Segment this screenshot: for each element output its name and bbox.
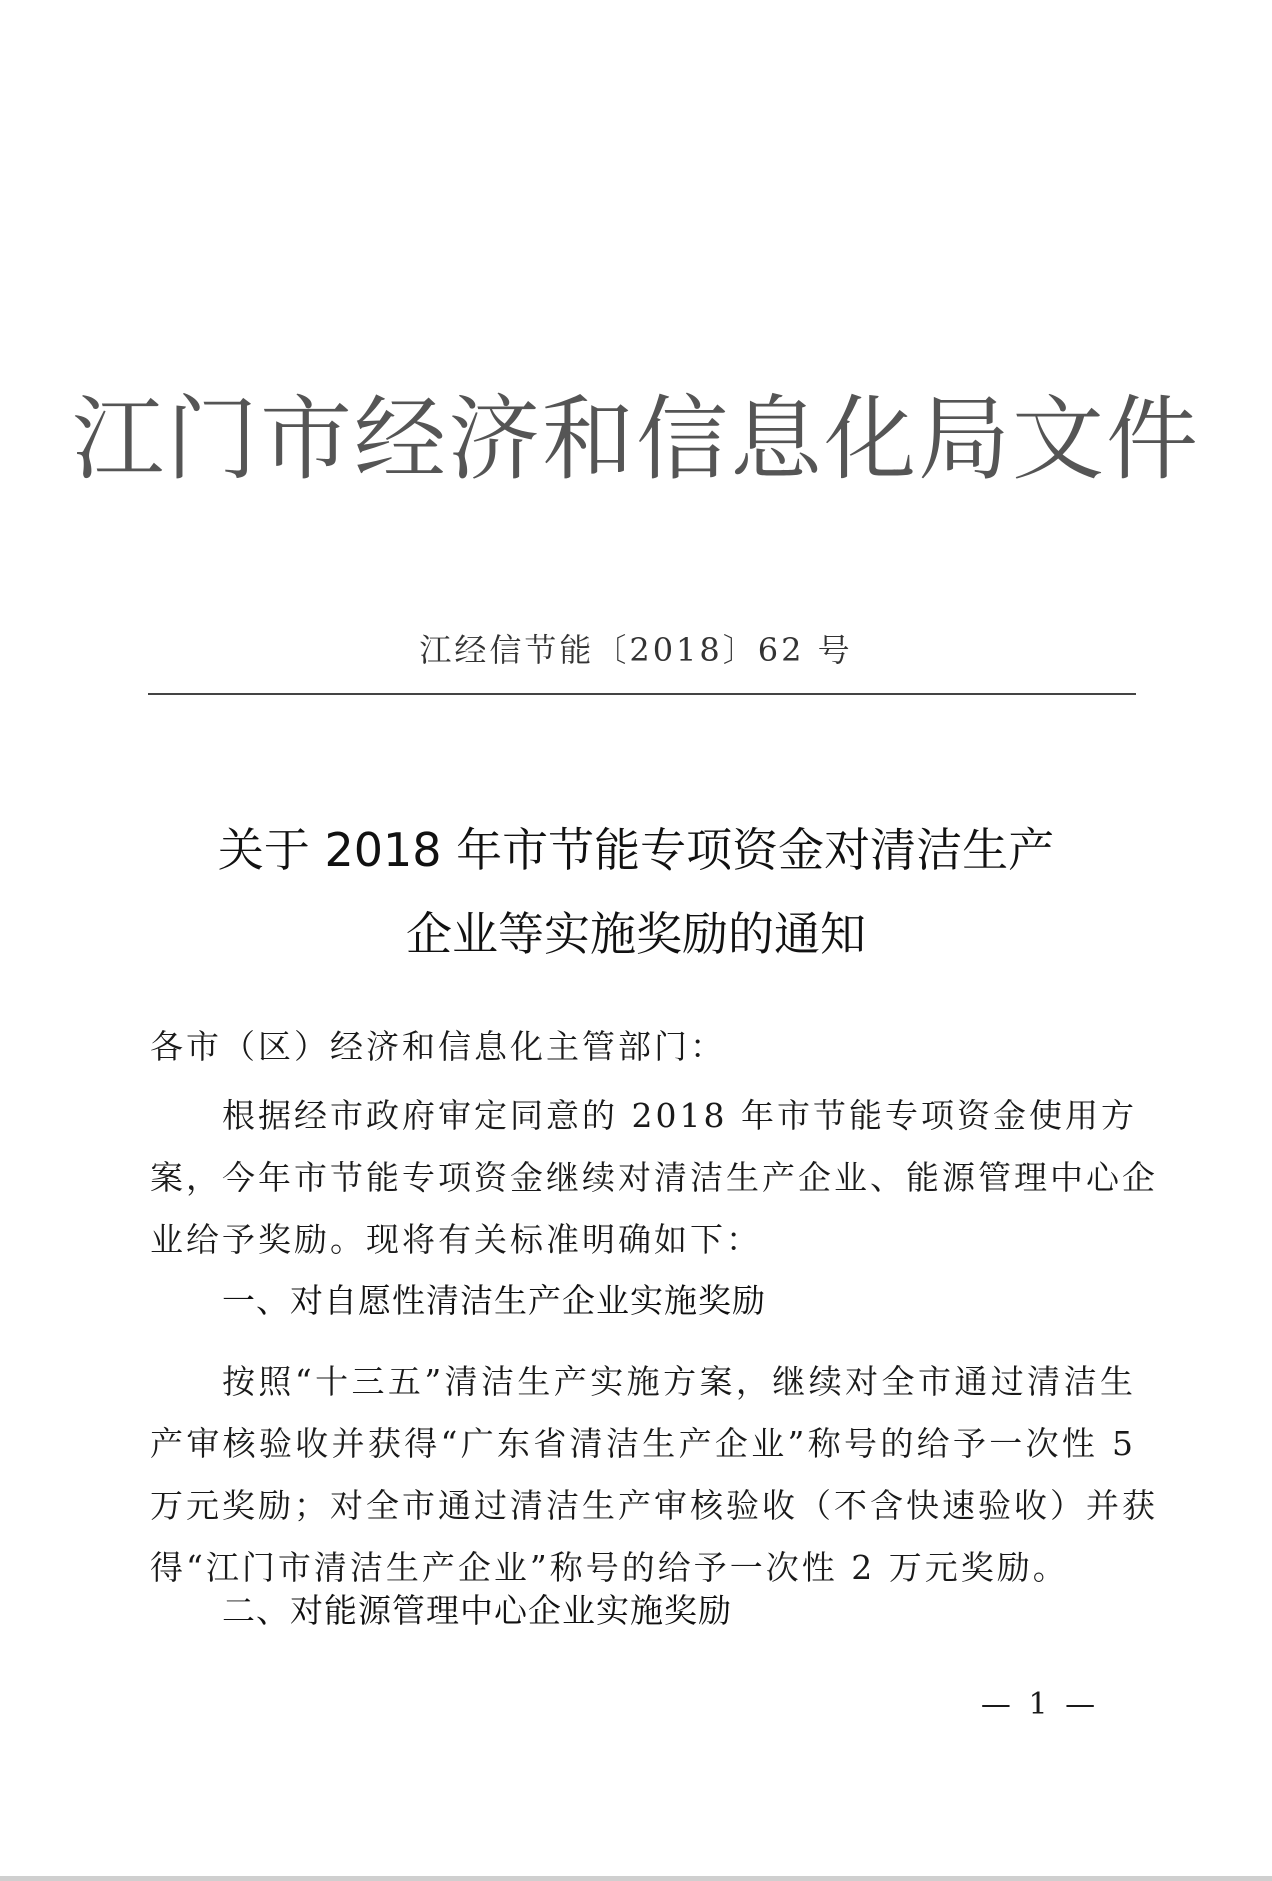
section-1-line-1: 按照“十三五”清洁生产实施方案，继续对全市通过清洁生 [222, 1362, 1136, 1401]
section-1-heading: 一、对自愿性清洁生产企业实施奖励 [222, 1281, 766, 1320]
page-number: — 1 — [980, 1687, 1100, 1722]
document-title [0, 808, 1272, 976]
intro-paragraph [150, 1085, 1158, 1271]
section-2-heading: 二、对能源管理中心企业实施奖励 [222, 1591, 732, 1630]
intro-line-3: 业给予奖励。现将有关标准明确如下： [150, 1220, 762, 1259]
intro-line-1: 根据经市政府审定同意的 2018 年市节能专项资金使用方 [222, 1096, 1137, 1135]
title-line-2: 企业等实施奖励的通知 [406, 907, 866, 961]
title-line-1: 关于 2018 年市节能专项资金对清洁生产 [217, 823, 1055, 877]
document-number: 江经信节能〔2018〕62 号 [419, 631, 853, 669]
issuer-heading: 江门市经济和信息化局文件 [71, 386, 1200, 493]
section-1-paragraph [150, 1351, 1158, 1599]
section-1-line-2: 产审核验收并获得“广东省清洁生产企业”称号的给予一次性 5 [150, 1424, 1136, 1463]
intro-line-2: 案，今年市节能专项资金继续对清洁生产企业、能源管理中心企 [150, 1158, 1158, 1197]
section-1-line-3: 万元奖励；对全市通过清洁生产审核验收（不含快速验收）并获 [150, 1486, 1158, 1525]
section-1-line-4: 得“江门市清洁生产企业”称号的给予一次性 2 万元奖励。 [150, 1548, 1069, 1587]
header-divider [148, 693, 1136, 695]
salutation: 各市（区）经济和信息化主管部门： [150, 1027, 726, 1066]
page-bottom-edge [0, 1876, 1272, 1881]
